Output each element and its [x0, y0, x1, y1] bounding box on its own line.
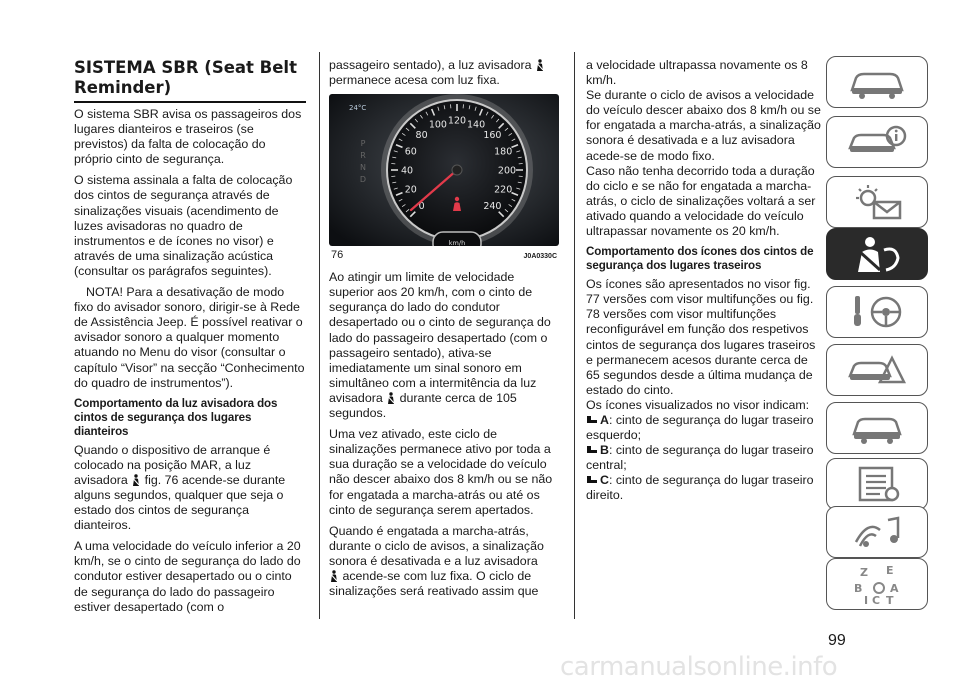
speed-tick-label: 20 — [404, 184, 417, 196]
paragraph: Os ícones são apresentados no visor fig. 77 versões com visor multifunções ou fig. 78 versões com visor multifunções reconfigurável em função dos respetivos cintos de segurança dos lugares traseiros e permanecem acesos durante cerca de 65 segundos desde a última mudança de estado do cinto. — [586, 277, 816, 397]
speedometer-graphic — [329, 94, 559, 246]
svg-text:B: B — [854, 582, 863, 595]
tab-car-overview[interactable] — [826, 56, 928, 108]
figure-code: J0A0330C — [523, 253, 557, 261]
figure-caption — [329, 248, 561, 262]
gear-indicator-label: R — [360, 151, 366, 161]
speed-tick-label: 60 — [404, 146, 417, 158]
speed-tick-label: 100 — [428, 119, 447, 131]
tab-multimedia[interactable] — [826, 506, 928, 558]
paragraph: O sistema SBR avisa os passageiros dos lugares dianteiros e traseiros (se previstos) da falta de colocação do próprio cinto de segurança. — [74, 107, 302, 167]
multimedia-icon — [846, 512, 908, 552]
column-divider — [574, 52, 575, 619]
instrument-cluster-photo — [329, 94, 559, 246]
seatbelt-safety-icon — [846, 234, 908, 274]
icon-legend-item: A: cinto de segurança do lugar traseiro esquerdo; — [586, 412, 814, 443]
watermark-footer: carmanualsonline.info — [560, 652, 838, 682]
gear-indicator-label: D — [359, 175, 367, 185]
section-title: SISTEMA SBR (Seat Belt Reminder) — [74, 58, 306, 103]
speed-tick-label: 200 — [497, 165, 517, 177]
paragraph: O sistema assinala a falta de colocação dos cintos de segurança através de sinalizações visuais (acendimento de luzes avisadoras no quadro de instrumentos e de ícones no visor) e através de uma sinalização acústica (consultar os parágrafos seguintes). — [74, 173, 293, 278]
column-right — [586, 58, 822, 504]
note-paragraph: NOTA! Para a desativação de modo fixo do avisador sonoro, dirigir-se à Rede de Assistência Jeep. É possível reativar o avisador sonoro a qualquer momento atuando no Menu do visor (consultar o capítulo “Visor” na secção “Conhecimento do quadro de instrumentos”). — [74, 285, 305, 390]
figure-number: 76 — [331, 249, 344, 262]
svg-text:T: T — [886, 594, 894, 606]
rear-seat-icon — [586, 445, 598, 455]
car-warning-triangle-icon — [846, 350, 908, 390]
tab-warning-lights[interactable] — [826, 176, 928, 228]
icon-legend-item: B: cinto de segurança do lugar traseiro central; — [586, 443, 814, 473]
speed-tick-label: 40 — [400, 165, 414, 177]
car-service-icon — [846, 408, 908, 448]
paragraph: a velocidade ultrapassa novamente os 8 km/h. — [586, 58, 808, 88]
speed-tick-label: 120 — [447, 115, 467, 127]
tab-technical-data[interactable] — [826, 458, 928, 510]
svg-text:A: A — [890, 582, 899, 595]
light-envelope-icon — [846, 182, 908, 222]
rear-seat-icon — [586, 475, 598, 485]
spec-sheet-icon — [846, 464, 908, 504]
tab-servicing[interactable] — [826, 402, 928, 454]
paragraph: passageiro sentado), a luz avisadora permanece acesa com luz fixa. — [329, 58, 561, 88]
speed-tick-label: 180 — [494, 146, 513, 158]
svg-text:C: C — [872, 594, 881, 606]
tab-starting-driving[interactable] — [826, 286, 928, 338]
car-info-icon — [846, 124, 908, 160]
paragraph: Ao atingir um limite de velocidade superior aos 20 km/h, com o cinto de segurança do lado do condutor desapertado ou o cinto de segurança do lado do passageiro desapertado (com o passageiro sentado), ativa-se imediatamente um sinal sonoro em simultâneo com a intermitência da luz avisadora durante cerca de 105 segundos. — [329, 270, 551, 421]
speed-tick-label: 160 — [483, 130, 502, 142]
tab-safety[interactable] — [826, 228, 928, 280]
svg-text:E: E — [886, 564, 894, 577]
icon-legend-list — [586, 413, 822, 504]
tab-car-knowledge[interactable] — [826, 116, 928, 168]
column-divider — [319, 52, 320, 619]
page-number: 99 — [828, 632, 846, 649]
column-left — [74, 58, 306, 621]
key-steering-wheel-icon — [846, 292, 908, 332]
svg-text:I: I — [864, 594, 869, 606]
paragraph: Quando é engatada a marcha-atrás, durante o ciclo de avisos, a sinalização sonora é desativada e a luz avisadora acende-se com luz fixa. O ciclo de sinalizações será reativado assim que — [329, 523, 544, 599]
paragraph: A uma velocidade do veículo inferior a 20 km/h, se o cinto de segurança do lado do condutor estiver desapertado ou o cinto de segurança do lado do passageiro estiver desapertado (com o — [74, 539, 301, 614]
speed-tick-label: 240 — [483, 201, 502, 213]
seatbelt-warning-icon — [131, 474, 141, 486]
seatbelt-warning-icon — [329, 570, 339, 582]
speed-tick-label: 0 — [418, 201, 425, 213]
paragraph: Os ícones visualizados no visor indicam: — [586, 397, 810, 412]
paragraph: Caso não tenha decorrido toda a duração do ciclo e se não for engatada a marcha-atrás, o ciclo de sinalizações voltará a ser ativado quando a velocidade do veículo ultrapassar novamente os 20 km/h. — [586, 163, 816, 239]
alphabet-index-icon — [846, 562, 908, 606]
gear-indicator-label: P — [360, 139, 366, 149]
speed-tick-label: 140 — [467, 119, 486, 131]
temperature-readout: 24°C — [349, 104, 367, 113]
seatbelt-warning-icon — [386, 392, 396, 404]
subheading-front-seatbelts: Comportamento da luz avisadora dos cintos de segurança dos lugares dianteiros — [74, 396, 278, 438]
paragraph: Se durante o ciclo de avisos a velocidade do veículo descer abaixo dos 8 km/h ou se for engatada a marcha-atrás, a sinalização sonora é desativada e a luz avisadora acede-se de modo fixo. — [586, 88, 821, 163]
car-dashboard-icon — [846, 64, 908, 100]
gear-indicator-label: N — [360, 163, 366, 173]
rear-seat-icon — [586, 415, 598, 425]
seatbelt-warning-icon — [535, 59, 545, 71]
tab-emergency[interactable] — [826, 344, 928, 396]
subheading-rear-seatbelt-icons: Comportamento dos ícones dos cintos de segurança dos lugares traseiros — [586, 245, 814, 273]
column-middle — [329, 58, 561, 605]
speed-unit-label: km/h — [448, 239, 466, 247]
tab-index[interactable] — [826, 558, 928, 610]
speed-tick-label: 80 — [415, 130, 428, 142]
svg-text:Z: Z — [860, 566, 868, 579]
icon-legend-item: C: cinto de segurança do lugar traseiro direito. — [586, 473, 814, 503]
speed-tick-label: 220 — [494, 184, 513, 196]
paragraph: Quando o dispositivo de arranque é colocado na posição MAR, a luz avisadora fig. 76 acende-se durante alguns segundos, qualquer que seja o estado dos cintos de segurança dianteiros. — [74, 442, 286, 533]
paragraph: Uma vez ativado, este ciclo de sinalizações permanece ativo por toda a sua duração se a velocidade do veículo não descer abaixo dos 8 km/h ou se não for engatada a marcha-atrás ou até os cinto de segurança serem apertados. — [329, 427, 553, 517]
